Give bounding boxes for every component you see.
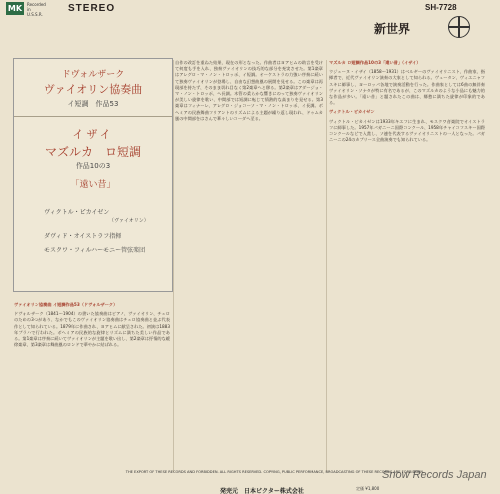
work-violin-concerto: ヴァイオリン協奏曲 [43, 83, 143, 96]
composer-dvorak: ドヴォルザーク [61, 70, 125, 80]
notes-column-2 [175, 60, 323, 472]
work-mazurka-opus: 作品10の3 [75, 162, 111, 170]
notes-text-concerto: ドヴォルザーク（1841〜1904）の書いた協奏曲はピアノ、ヴァイオリン、チェロのための3つがあり、なかでもこのヴァイオリン協奏曲はチェロ協奏曲と並ぶ代表作として知られている。1879年に作曲され、ヨアヒムに献呈された。初演は1883年プラハで行われた。ボヘミアの民族的な旋律とリズムに満ちた美しい作品である。第1楽章は序奏に続いてヴァイオリンが主題を歌い出し、第2楽章は抒情的な緩徐楽章、第3楽章は舞曲風のロンドで華やかに結ばれる。 [14, 311, 170, 348]
globe-icon [448, 16, 470, 38]
work-mazurka-title: 「遠い昔」 [70, 180, 116, 190]
notes-heading-violinist: ヴィクトル・ピカイゼン [329, 109, 375, 115]
price: 定価 ¥1,800 [356, 486, 380, 491]
composer-ysaye: イザイ [72, 128, 114, 141]
notes-column-3 [329, 60, 485, 480]
notes-text-violinist: ヴィクトル・ピカイゼンは1933年キエフに生まれ、モスクワ音楽院でオイストラフに師事した。1957年パガニーニ国際コンクール、1958年チャイコフスキー国際コンクールなどで入賞し、ソ連を代表するヴァイオリニストの一人となった。パガニーニの24のカプリース全曲演奏でも知られている。 [329, 118, 485, 143]
performer-conductor: ダヴィド・オイストラフ指揮 [44, 233, 122, 240]
stereo-label: STEREO [68, 3, 116, 14]
label-logo: MK [7, 4, 23, 13]
performer-orchestra: モスクワ・フィルハーモニー管弦楽団 [44, 247, 146, 254]
label-name: 新世界 [374, 22, 411, 36]
notes-heading-concerto: ヴァイオリン協奏曲 イ短調作品53（ドヴォルザーク） [14, 302, 118, 307]
notes-heading-mazurka: マズルカ ロ短調作品10の3「遠い昔」（イザイ） [329, 60, 421, 65]
column-rule [173, 60, 174, 472]
performer-violinist-role: （ヴァイオリン） [109, 218, 149, 224]
recorded-in-text: Recorded in U.S.S.R. [27, 2, 46, 17]
publisher: 発売元 日本ビクター株式会社 [220, 488, 304, 494]
notes-column-1 [14, 302, 170, 472]
title-block [13, 58, 173, 292]
rights-notice: THE EXPORT OF THESE RECORDS AND FORBIDDEN. ALL RIGHTS RESERVED. COPYING, PUBLIC PERFORMANCE, BROADCASTING OF THESE RECORDS ARE FORBIDDEN. [125, 470, 425, 474]
column-rule [326, 60, 327, 472]
title-divider [14, 116, 172, 117]
work-violin-concerto-sub: イ短調 作品53 [67, 100, 119, 108]
notes-text-mazurka: ウジェーヌ・イザイ（1858〜1931）はベルギーのヴァイオリニスト、作曲家、指揮者で、近代ヴァイオリン演奏の大家として知られる。ヴュータン、ヴィエニャフスキに師事し、ヨーロッパ各地で演奏活動を行った。作曲家としては6曲の無伴奏ヴァイオリン・ソナタが特に有名であるが、このマズルカのような小品にも魅力的な作品が多い。「遠い昔」と題されたこの曲は、郷愁に満ちた旋律が印象的である。 [329, 69, 485, 106]
notes-text-movements: 自作の改訂を重ねた結果、現在の形となった。作曲者はヨアヒムの助言を受けて何度も手を入れ、独奏ヴァイオリンの技巧的な部分を充実させた。第1楽章はアレグロ・マ・ノン・トロッポ、イ短調。オーケストラの力強い序奏に続いて独奏ヴァイオリンが登場し、自由な幻想曲風の展開を見せる。この楽章は再現部を持たず、そのまま切れ目なく第2楽章へと移る。第2楽章はアダージョ・マ・ノン・トロッポ、ヘ長調。木管の柔らかな響きにのって独奏ヴァイオリンが美しい旋律を歌い、中間部では短調に転じて情熱的な高まりを見せる。第3楽章はフィナーレ、アレグロ・ジョコーソ・マ・ノン・トロッポ、イ長調。ボヘミアの民族舞曲フリアントのリズムによる主題が繰り返し現われ、ドゥムカ風の中間部をはさんで華々しいコーダへ至る。 [175, 60, 323, 121]
catalog-number: SH-7728 [425, 3, 457, 12]
work-mazurka: マズルカ ロ短調 [44, 145, 141, 159]
header [0, 0, 500, 18]
performer-violinist: ヴィクトル・ピカイゼン [44, 209, 110, 216]
watermark: Snow Records Japan [382, 469, 487, 481]
